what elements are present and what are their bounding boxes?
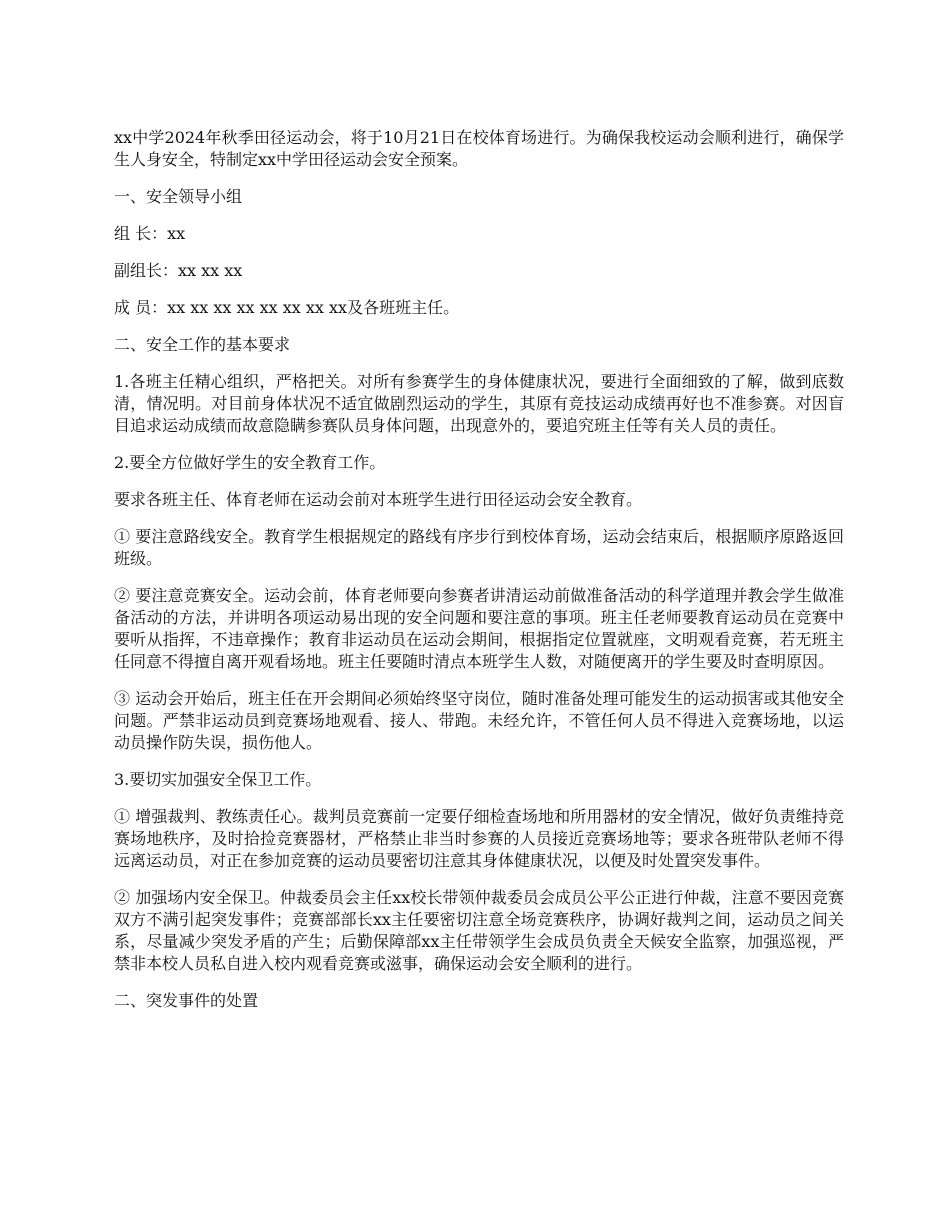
requirement-3-heading: 3.要切实加强安全保卫工作。: [114, 770, 322, 789]
deputy-leader-line: 副组长：xx xx xx: [114, 261, 243, 280]
requirement-1-paragraph: 1.各班主任精心组织，严格把关。对所有参赛学生的身体健康状况，要进行全面细致的了解，做到底数清，情况明。对目前身体状况不适宜做剧烈运动的学生，其原有竞技运动成绩再好也不准参赛。对因盲目追求运动成绩而故意隐瞒参赛队员身体问题，出现意外的，要追究班主任等有关人员的责任。: [114, 372, 844, 435]
competition-safety-paragraph: ② 要注意竞赛安全。运动会前，体育老师要向参赛者讲清运动前做准备活动的科学道理并教会学生做准备活动的方法，并讲明各项运动易出现的安全问题和要注意的事项。班主任老师要教育运动员在竞赛中要听从指挥，不违章操作；教育非运动员在运动会期间，根据指定位置就座，文明观看竞赛，若无班主任同意不得擅自离开观看场地。班主任要随时清点本班学生人数，对随便离开的学生要及时查明原因。: [114, 586, 844, 671]
venue-security-paragraph: ② 加强场内安全保卫。仲裁委员会主任xx校长带领仲裁委员会成员公平公正进行仲裁，注意不要因竞赛双方不满引起突发事件；竞赛部部长xx主任要密切注意全场竞赛秩序，协调好裁判之间，运动员之间关系，尽量减少突发矛盾的产生；后勤保障部xx主任带领学生会成员负责全天候安全监察，加强巡视，严禁非本校人员私自进入校内观看竞赛或滋事，确保运动会安全顺利的进行。: [114, 888, 844, 973]
leader-line: 组 长：xx: [114, 224, 186, 243]
during-event-paragraph: ③ 运动会开始后，班主任在开会期间必须始终坚守岗位，随时准备处理可能发生的运动损害或其他安全问题。严禁非运动员到竞赛场地观看、接人、带跑。未经允许，不管任何人员不得进入竞赛场地，以运动员操作防失误，损伤他人。: [114, 689, 844, 752]
referee-responsibility-paragraph: ① 增强裁判、教练责任心。裁判员竞赛前一定要仔细检查场地和所用器材的安全情况，做好负责维持竞赛场地秩序，及时拾捡竞赛器材，严格禁止非当时参赛的人员接近竞赛场地等；要求各班带队老师不得远离运动员，对正在参加竞赛的运动员要密切注意其身体健康状况，以便及时处置突发事件。: [114, 807, 844, 870]
members-line: 成 员：xx xx xx xx xx xx xx xx及各班班主任。: [114, 298, 460, 317]
document-body: [114, 127, 844, 1027]
section-heading-requirements: 二、安全工作的基本要求: [114, 335, 291, 354]
route-safety-paragraph: ① 要注意路线安全。教育学生根据规定的路线有序步行到校体育场，运动会结束后，根据顺序原路返回班级。: [114, 527, 844, 568]
requirement-2-heading: 2.要全方位做好学生的安全教育工作。: [114, 453, 386, 472]
section-heading-leadership: 一、安全领导小组: [114, 187, 243, 206]
section-heading-emergency: 二、突发事件的处置: [114, 991, 259, 1010]
requirement-2-intro: 要求各班主任、体育老师在运动会前对本班学生进行田径运动会安全教育。: [114, 490, 643, 509]
intro-paragraph: xx中学2024年秋季田径运动会，将于10月21日在校体育场进行。为确保我校运动会顺利进行，确保学生人身安全，特制定xx中学田径运动会安全预案。: [114, 128, 844, 169]
